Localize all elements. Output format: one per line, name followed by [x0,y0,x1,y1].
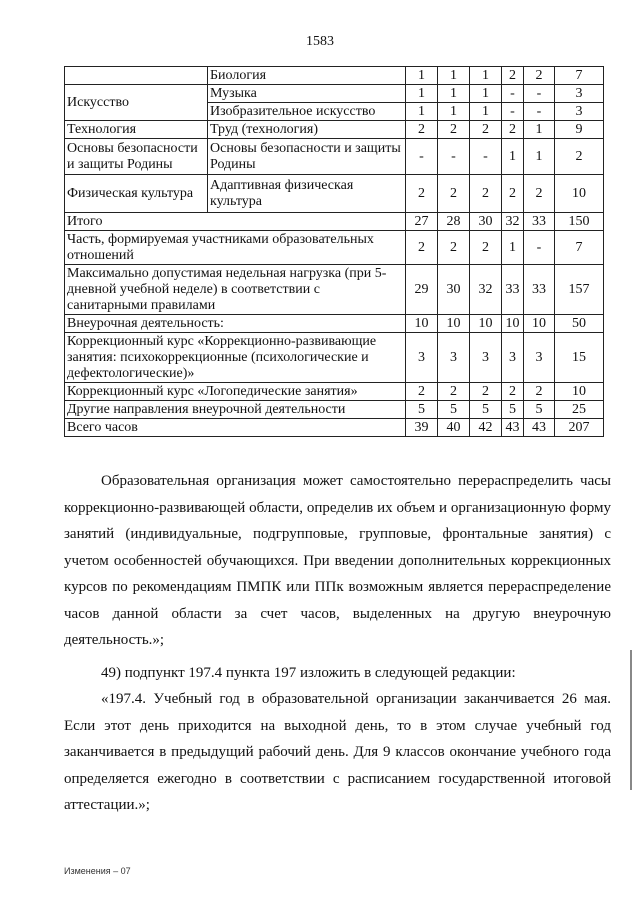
value-cell: 10 [555,383,604,401]
value-cell: 43 [524,419,555,437]
value-cell: - [502,85,524,103]
value-cell: 5 [406,401,438,419]
value-cell: 10 [524,315,555,333]
value-cell: 1 [406,67,438,85]
value-cell: 2 [438,121,470,139]
value-cell: 2 [470,231,502,265]
table-row [65,315,604,333]
value-cell: 10 [406,315,438,333]
value-cell: 25 [555,401,604,419]
table-row [65,67,604,85]
value-cell: 1 [470,103,502,121]
category-cell: Физическая культура [65,175,208,213]
row-label-cell: Коррекционный курс «Логопедические занятия» [65,383,406,401]
table-row [65,175,604,213]
value-cell: 1 [524,139,555,175]
value-cell: 2 [406,121,438,139]
paragraph-item-49: 49) подпункт 197.4 пункта 197 изложить в следующей редакции: [101,664,516,681]
value-cell: 30 [438,265,470,315]
value-cell: 2 [406,383,438,401]
subject-cell: Биология [208,67,406,85]
subject-cell: Адаптивная физическая культура [208,175,406,213]
value-cell: 2 [438,383,470,401]
value-cell: - [406,139,438,175]
value-cell: 5 [524,401,555,419]
row-label-cell: Итого [65,213,406,231]
table-row [65,139,604,175]
body-text [64,468,611,819]
table-row [65,231,604,265]
value-cell: 15 [555,333,604,383]
value-cell: - [438,139,470,175]
row-label-cell: Часть, формируемая участниками образовательных отношений [65,231,406,265]
category-cell: Технология [65,121,208,139]
value-cell: 5 [438,401,470,419]
value-cell: 207 [555,419,604,437]
paragraph-redistribution: Образовательная организация может самостоятельно перераспределить часы коррекционно-развивающей области, определив их объем и организационную форму занятий (индивидуальные, подгрупповые, групповые, фронтальные занятия) с учетом особенностей обучающихся. При введении дополнительных коррекционных курсов по рекомендациям ПМПК или ППк возможным является перераспределение часов данной области за счет часов, выделенных на другую внеурочную деятельность.»; [64,473,611,648]
table-row [65,383,604,401]
value-cell: 2 [438,231,470,265]
value-cell: 2 [502,175,524,213]
value-cell: 7 [555,231,604,265]
value-cell: 3 [470,333,502,383]
row-label-cell: Всего часов [65,419,406,437]
row-label-cell: Внеурочная деятельность: [65,315,406,333]
value-cell: 2 [470,121,502,139]
value-cell: 10 [438,315,470,333]
value-cell: 27 [406,213,438,231]
value-cell: 50 [555,315,604,333]
subject-cell: Труд (технология) [208,121,406,139]
subject-cell: Изобразительное искусство [208,103,406,121]
value-cell: - [524,85,555,103]
value-cell: 3 [406,333,438,383]
table-row [65,213,604,231]
value-cell: 33 [502,265,524,315]
value-cell: 3 [502,333,524,383]
value-cell: 1 [470,67,502,85]
value-cell: - [470,139,502,175]
value-cell: 2 [502,383,524,401]
value-cell: 3 [555,85,604,103]
value-cell: 1 [406,85,438,103]
value-cell: 2 [524,67,555,85]
value-cell: 1 [406,103,438,121]
value-cell: 2 [502,67,524,85]
value-cell: 10 [502,315,524,333]
value-cell: 2 [470,383,502,401]
value-cell: 32 [502,213,524,231]
value-cell: 43 [502,419,524,437]
value-cell: 2 [406,231,438,265]
table-row [65,85,604,103]
value-cell: 39 [406,419,438,437]
value-cell: 5 [470,401,502,419]
value-cell: 1 [470,85,502,103]
value-cell: 2 [524,175,555,213]
table-row [65,401,604,419]
value-cell: 157 [555,265,604,315]
table-row [65,419,604,437]
value-cell: 2 [470,175,502,213]
value-cell: 1 [438,85,470,103]
row-label-cell: Максимально допустимая недельная нагрузка (при 5-дневной учебной неделе) в соответствии с санитарными правилами [65,265,406,315]
curriculum-table [64,66,604,437]
value-cell: 3 [555,103,604,121]
value-cell: 3 [524,333,555,383]
value-cell: 1 [502,139,524,175]
row-label-cell: Коррекционный курс «Коррекционно-развивающие занятия: психокоррекционные (психологические и дефектологические)» [65,333,406,383]
value-cell: 1 [438,103,470,121]
value-cell: 9 [555,121,604,139]
subject-cell: Музыка [208,85,406,103]
value-cell: 150 [555,213,604,231]
table-row [65,265,604,315]
value-cell: 5 [502,401,524,419]
value-cell: 32 [470,265,502,315]
value-cell: 10 [555,175,604,213]
value-cell: 2 [406,175,438,213]
category-cell: Искусство [65,85,208,121]
value-cell: 2 [502,121,524,139]
paragraph-197-4: «197.4. Учебный год в образовательной организации заканчивается 26 мая. Если этот день приходится на выходной день, то в этом случае учебный год заканчивается в предыдущий рабочий день. Для 9 классов окончание учебного года определяется ежегодно в соответствии с расписанием государственной итоговой аттестации.»; [64,691,611,813]
page-number: 1583 [306,34,334,49]
value-cell: 7 [555,67,604,85]
row-label-cell: Другие направления внеурочной деятельности [65,401,406,419]
value-cell: 42 [470,419,502,437]
category-cell [65,67,208,85]
value-cell: 3 [438,333,470,383]
value-cell: 2 [524,383,555,401]
table-row [65,333,604,383]
value-cell: 40 [438,419,470,437]
margin-mark [630,650,632,790]
value-cell: 10 [470,315,502,333]
value-cell: - [524,103,555,121]
category-cell: Основы безопасности и защиты Родины [65,139,208,175]
value-cell: 1 [502,231,524,265]
value-cell: 29 [406,265,438,315]
subject-cell: Основы безопасности и защиты Родины [208,139,406,175]
value-cell: - [502,103,524,121]
value-cell: 33 [524,265,555,315]
value-cell: 1 [524,121,555,139]
value-cell: 28 [438,213,470,231]
value-cell: 2 [555,139,604,175]
footer-note: Изменения – 07 [64,866,131,876]
value-cell: 2 [438,175,470,213]
value-cell: - [524,231,555,265]
value-cell: 33 [524,213,555,231]
value-cell: 1 [438,67,470,85]
value-cell: 30 [470,213,502,231]
table-row [65,121,604,139]
